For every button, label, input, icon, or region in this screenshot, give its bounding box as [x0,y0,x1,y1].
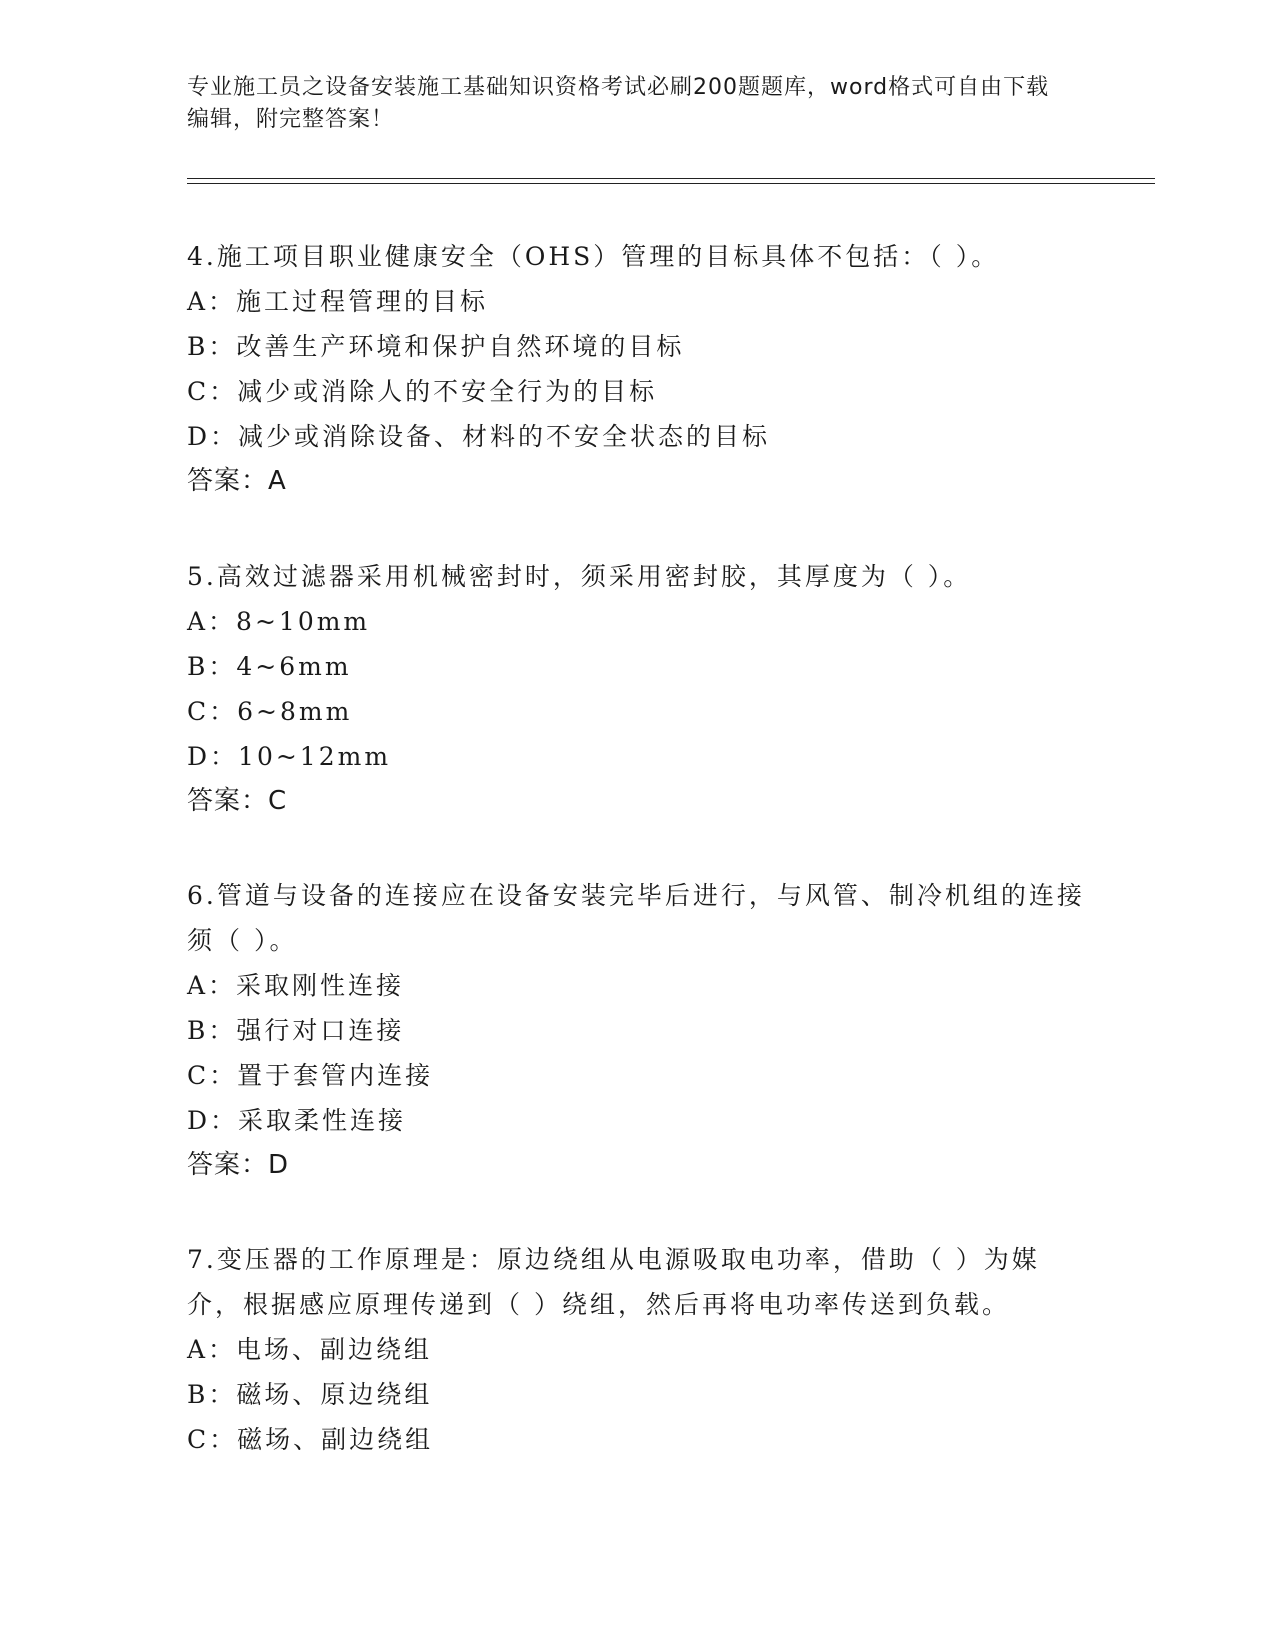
answer-label: 答案：C [187,786,288,816]
option-c: C：减少或消除人的不安全行为的目标 [187,377,658,406]
option-a: A：电场、副边绕组 [187,1335,433,1364]
option-a: A：采取刚性连接 [187,971,405,1000]
option-a: A：施工过程管理的目标 [187,287,489,316]
header-divider-top [187,178,1155,179]
option-b: B：磁场、原边绕组 [187,1380,433,1409]
option-c: C：磁场、副边绕组 [187,1425,434,1454]
question-7 [187,1237,1087,1462]
option-c: C：置于套管内连接 [187,1061,434,1090]
option-b: B：4~6mm [187,652,352,681]
question-stem: 5.高效过滤器采用机械密封时，须采用密封胶，其厚度为（ ）。 [187,562,972,591]
question-6 [187,873,1087,1188]
question-4 [187,234,1087,504]
answer-label: 答案：A [187,466,287,496]
answer-label: 答案：D [187,1150,290,1180]
question-stem: 7.变压器的工作原理是：原边绕组从电源吸取电功率，借助（ ）为媒介，根据感应原理传递到（ ）绕组，然后再将电功率传送到负载。 [187,1245,1040,1319]
question-stem: 6.管道与设备的连接应在设备安装完毕后进行，与风管、制冷机组的连接须（ ）。 [187,881,1085,955]
question-5 [187,554,1087,824]
option-d: D：10~12mm [187,742,392,771]
option-b: B：强行对口连接 [187,1016,405,1045]
question-stem: 4.施工项目职业健康安全（OHS）管理的目标具体不包括：（ ）。 [187,242,1000,271]
option-a: A：8~10mm [187,607,371,636]
option-d: D：减少或消除设备、材料的不安全状态的目标 [187,422,771,451]
option-d: D：采取柔性连接 [187,1106,407,1135]
header-divider-bottom [187,183,1155,184]
option-b: B：改善生产环境和保护自然环境的目标 [187,332,685,361]
document-header: 专业施工员之设备安装施工基础知识资格考试必刷200题题库，word格式可自由下载编辑，附完整答案！ [187,75,1050,132]
option-c: C：6~8mm [187,697,353,726]
